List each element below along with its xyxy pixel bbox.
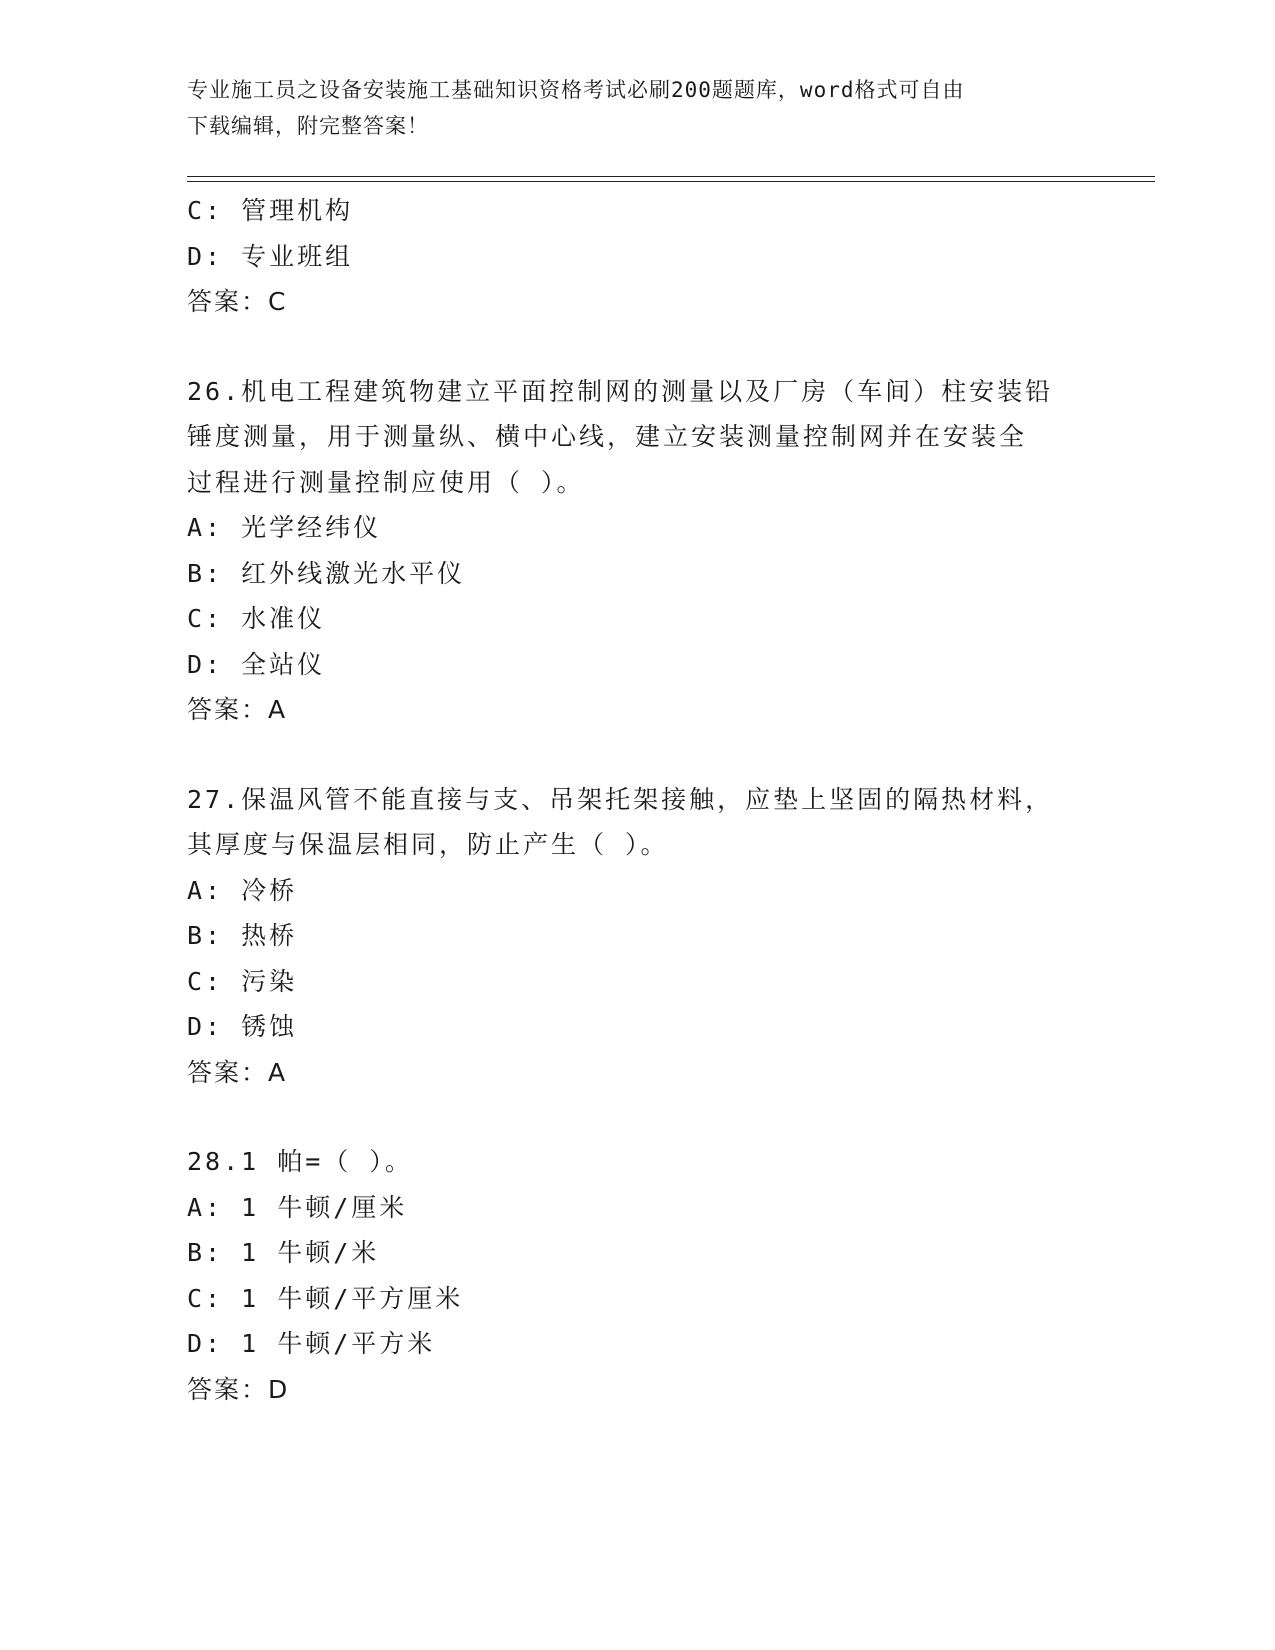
option-b: B: 红外线激光水平仪	[187, 558, 466, 588]
answer-line: 答案：D	[187, 1374, 290, 1404]
question-stem-line: 其厚度与保温层相同，防止产生（ ）。	[187, 830, 669, 859]
option-c: C: 管理机构	[187, 196, 354, 225]
option-a: A: 冷桥	[187, 875, 298, 905]
question-28	[187, 1139, 1067, 1412]
option-d: D: 全站仪	[187, 649, 326, 679]
option-b: B: 1 牛顿/米	[187, 1238, 380, 1267]
option-d: D: 锈蚀	[187, 1012, 298, 1041]
option-d: D: 专业班组	[187, 241, 354, 271]
question-content	[187, 188, 1067, 1412]
document-header	[187, 72, 1067, 144]
question-stem-line: 28.1 帕=（ ）。	[187, 1147, 413, 1176]
question-stem-line: 锤度测量，用于测量纵、横中心线，建立安装测量控制网并在安装全	[187, 422, 1028, 451]
question-stem-line: 27.保温风管不能直接与支、吊架托架接触，应垫上坚固的隔热材料，	[187, 784, 1054, 814]
question-25-tail	[187, 188, 1067, 325]
question-26	[187, 369, 1067, 733]
spacer	[187, 1095, 1067, 1139]
option-c: C: 污染	[187, 966, 298, 996]
option-b: B: 热桥	[187, 921, 298, 950]
answer-line: 答案：A	[187, 1057, 288, 1087]
answer-line: 答案：A	[187, 695, 288, 724]
option-a: A: 1 牛顿/厘米	[187, 1192, 408, 1222]
question-27	[187, 777, 1067, 1096]
header-line-1: 专业施工员之设备安装施工基础知识资格考试必刷200题题库，word格式可自由	[187, 78, 965, 102]
header-double-rule	[187, 176, 1155, 182]
question-stem-line: 26.机电工程建筑物建立平面控制网的测量以及厂房（车间）柱安装铅	[187, 376, 1054, 406]
option-c: C: 水准仪	[187, 604, 326, 633]
question-stem-line: 过程进行测量控制应使用（ ）。	[187, 467, 585, 497]
option-c: C: 1 牛顿/平方厘米	[187, 1283, 464, 1313]
answer-line: 答案：C	[187, 287, 288, 316]
spacer	[187, 733, 1067, 777]
option-d: D: 1 牛顿/平方米	[187, 1329, 436, 1358]
header-line-2: 下载编辑，附完整答案！	[187, 114, 429, 138]
spacer	[187, 325, 1067, 369]
option-a: A: 光学经纬仪	[187, 513, 382, 542]
